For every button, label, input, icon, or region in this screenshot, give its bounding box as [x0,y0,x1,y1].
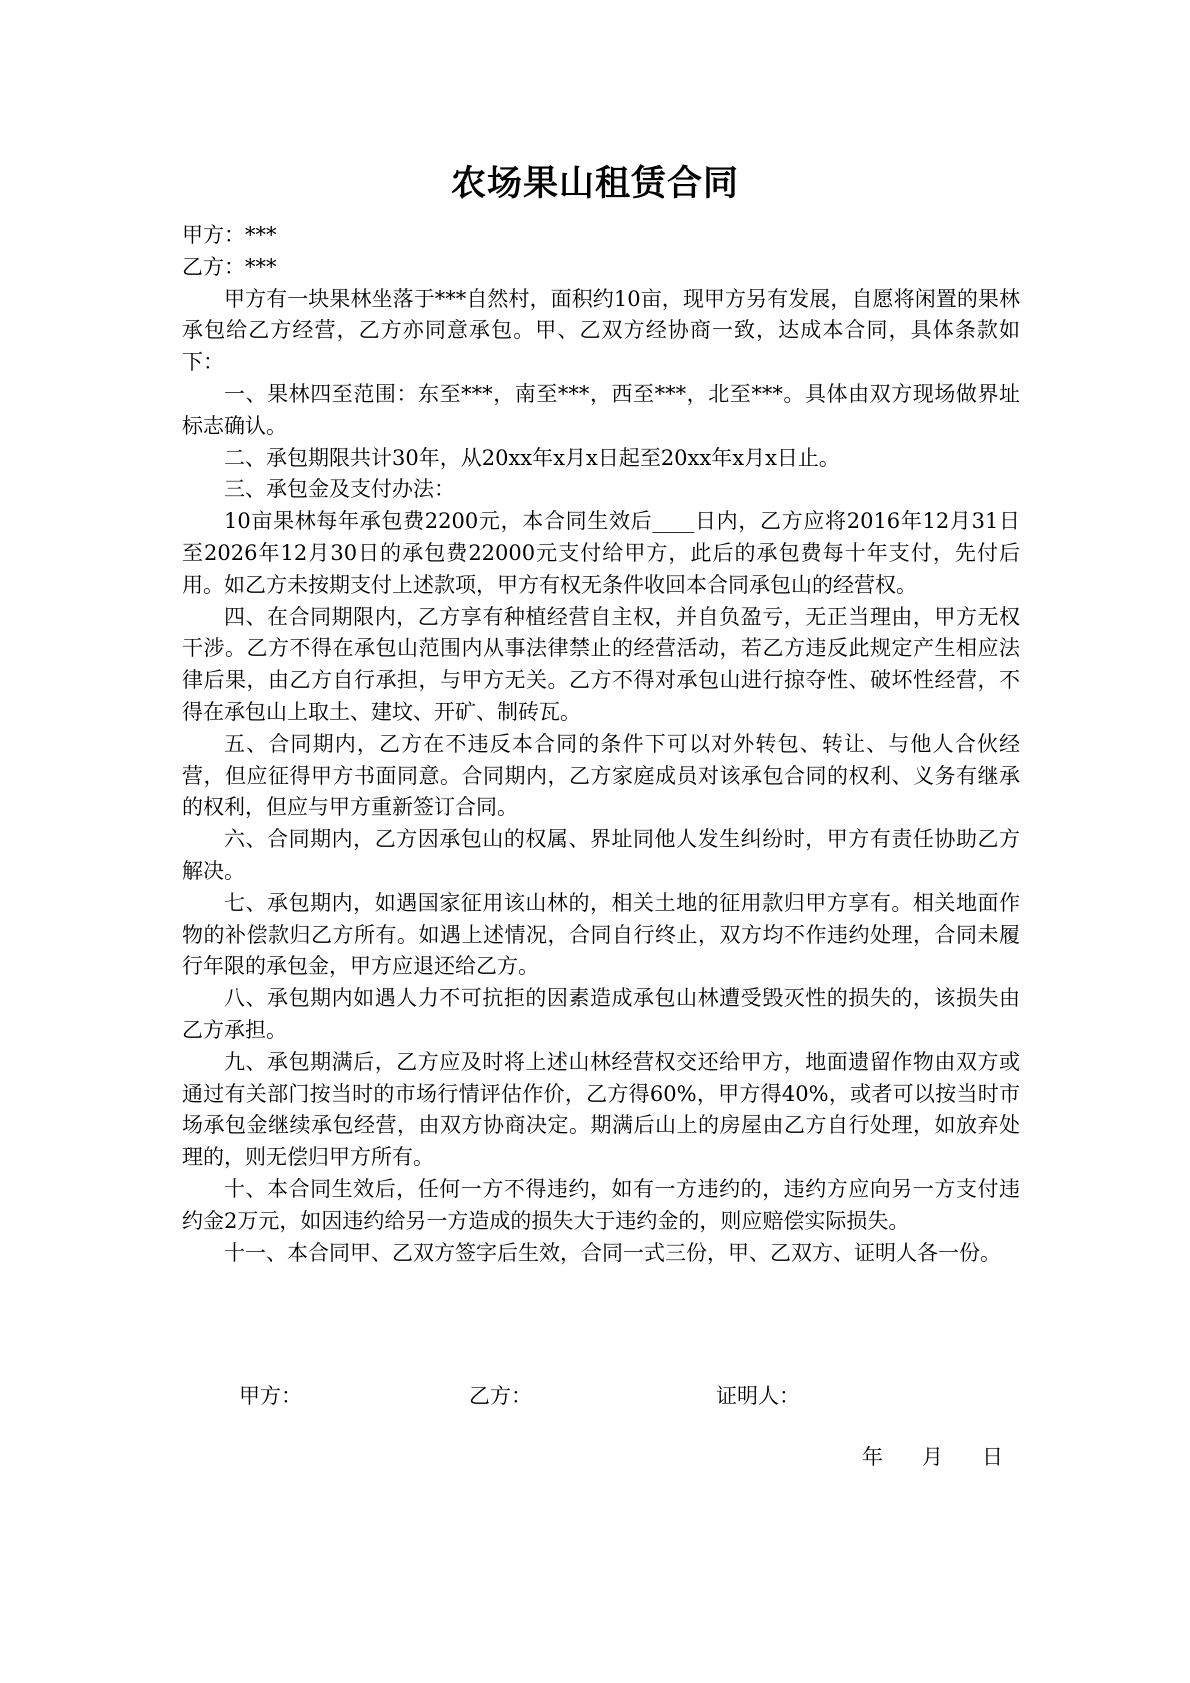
clause-10-paragraph: 十、本合同生效后，任何一方不得违约，如有一方违约的，违约方应向另一方支付违约金2万元，如因违约给另一方造成的损失大于违约金的，则应赔偿实际损失。 [182,1176,1020,1233]
party-b-signature-label: 乙方： [469,1384,532,1408]
date-year-label: 年 [862,1445,883,1469]
clause-11-paragraph: 十一、本合同甲、乙双方签字后生效，合同一式三份，甲、乙双方、证明人各一份。 [224,1240,1001,1265]
party-b-line: 乙方：*** [182,254,277,279]
clause-3-paragraph: 10亩果林每年承包费2200元，本合同生效后____日内，乙方应将2016年12月31日至2026年12月30日的承包费22000元支付给甲方，此后的承包费每十年支付，先付后用。如乙方未按期支付上述款项，甲方有权无条件收回本合同承包山的经营权。 [182,509,1020,597]
clause-9-paragraph: 九、承包期满后，乙方应及时将上述山林经营权交还给甲方，地面遗留作物由双方或通过有关部门按当时的市场行情评估作价，乙方得60%，甲方得40%，或者可以按当时市场承包金继续承包经营，由双方协商决定。期满后山上的房屋由乙方自行处理，如放弃处理的，则无偿归甲方所有。 [182,1049,1020,1170]
clause-6-paragraph: 六、合同期内，乙方因承包山的权属、界址同他人发生纠纷时，甲方有责任协助乙方解决。 [182,827,1020,883]
date-month-label: 月 [922,1445,943,1469]
party-a-line: 甲方：*** [182,223,277,247]
clause-5-paragraph: 五、合同期内，乙方在不违反本合同的条件下可以对外转包、转让、与他人合伙经营，但应征得甲方书面同意。合同期内，乙方家庭成员对该承包合同的权利、义务有继承的权利，但应与甲方重新签订合同。 [182,731,1020,820]
signing-date [862,1441,1003,1473]
party-a-signature-label: 甲方： [239,1384,302,1408]
document-title: 农场果山租赁合同 [450,164,739,204]
signature-block [0,1380,1190,1416]
clause-3-heading: 三、承包金及支付办法： [224,477,455,502]
clause-7-paragraph: 七、承包期内，如遇国家征用该山林的，相关土地的征用款归甲方享有。相关地面作物的补偿款归乙方所有。如遇上述情况，合同自行终止，双方均不作违约处理，合同未履行年限的承包金，甲方应退还给乙方。 [182,890,1020,979]
clause-4-paragraph: 四、在合同期限内，乙方享有种植经营自主权，并自负盈亏，无正当理由，甲方无权干涉。乙方不得在承包山范围内从事法律禁止的经营活动，若乙方违反此规定产生相应法律后果，由乙方自行承担，与甲方无关。乙方不得对承包山进行掠夺性、破坏性经营，不得在承包山上取土、建坟、开矿、制砖瓦。 [182,604,1020,724]
clause-2-paragraph: 二、承包期限共计30年，从20xx年x月x日起至20xx年x月x日止。 [224,445,840,470]
intro-paragraph: 甲方有一块果林坐落于***自然村，面积约10亩，现甲方另有发展，自愿将闲置的果林承包给乙方经营，乙方亦同意承包。甲、乙双方经协商一致，达成本合同，具体条款如下： [182,286,1020,375]
witness-signature-label: 证明人： [716,1384,800,1408]
contract-body [182,220,1020,1269]
date-day-label: 日 [982,1445,1003,1469]
clause-8-paragraph: 八、承包期内如遇人力不可抗拒的因素造成承包山林遭受毁灭性的损失的，该损失由乙方承担。 [182,986,1020,1042]
clause-1-paragraph: 一、果林四至范围：东至***，南至***，西至***，北至***。具体由双方现场做界址标志确认。 [182,381,1020,438]
